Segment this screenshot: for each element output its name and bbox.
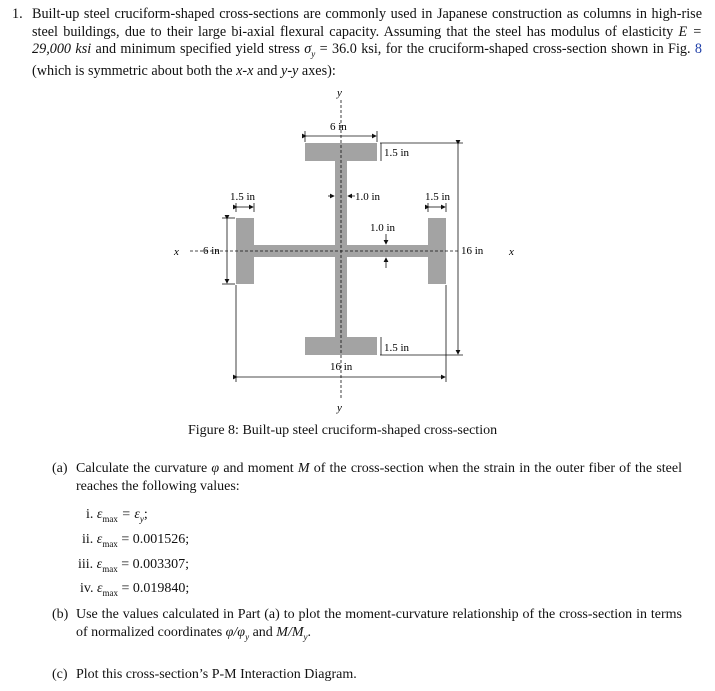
problem-text-3: , for the cruciform-shaped cross-section shown in Fig.: [377, 41, 695, 57]
figure-reference-link[interactable]: 8: [694, 41, 703, 57]
part-a-text-1: Calculate the curvature: [76, 461, 212, 476]
phi-subscript: y: [245, 631, 250, 642]
left-flange-thickness-dim: [236, 203, 254, 212]
normalized-phi: φ/φ: [225, 624, 246, 640]
max-subscript: max: [102, 563, 118, 574]
part-c: [52, 666, 682, 684]
normalized-moment: M/M: [276, 624, 304, 640]
problem-text-6: axes):: [298, 63, 336, 80]
max-subscript: max: [102, 513, 118, 524]
bottom-flange-thickness-label: 1.5 in: [384, 342, 410, 354]
problem-text-4: (which is symmetric about both the: [32, 63, 237, 80]
problem-number: 1.: [12, 6, 23, 22]
part-b-text: [76, 606, 682, 646]
max-subscript: max: [102, 587, 119, 598]
epsilon-symbol: ε: [96, 557, 103, 572]
left-flange-thickness-label: 1.5 in: [230, 191, 256, 203]
bottom-width-label: 16 in: [330, 361, 353, 373]
yield-strain-subscript: y: [139, 513, 144, 524]
item-i-value: = ε: [117, 507, 140, 522]
part-c-text: Plot this cross-section’s P-M Interaction Diagram.: [76, 667, 357, 682]
axis-x-label: x-x: [236, 63, 254, 80]
right-height-label: 16 in: [461, 245, 484, 257]
steel-section: [236, 143, 446, 355]
phi-symbol: φ: [211, 461, 220, 476]
yield-symbol: σ: [304, 41, 312, 57]
y-top-label: y: [337, 87, 342, 99]
figure-caption: Figure 8: Built-up steel cruciform-shaped cross-section: [188, 423, 498, 438]
problem-text-5: and: [253, 63, 282, 80]
epsilon-symbol: ε: [96, 507, 103, 522]
item-i: [86, 506, 148, 528]
web-thickness-label: 1.0 in: [355, 191, 381, 203]
part-b-end: .: [307, 624, 311, 640]
moment-subscript: y: [303, 631, 308, 642]
item-iii: [78, 556, 189, 578]
item-iii-value: = 0.003307;: [117, 557, 189, 572]
item-iv-label: iv.: [80, 581, 94, 596]
x-left-label: x: [174, 246, 179, 258]
item-iv-value: = 0.019840;: [118, 581, 190, 596]
axis-y-label: y-y: [281, 63, 299, 80]
left-height-dimension: [222, 218, 235, 284]
part-a-text-3: of the cross-section when the strain in the outer fiber of the steel reaches the following values:: [76, 461, 682, 494]
part-b-text-1: Use the values calculated in Part (a) to plot the moment-curvature relationship of the cross-section in terms of normalized coordinates: [76, 607, 682, 640]
item-iv: [80, 580, 189, 602]
part-a-text-2: and moment: [219, 461, 298, 476]
horizontal-web-thickness-label: 1.0 in: [370, 222, 396, 234]
part-b-and: and: [249, 624, 277, 640]
right-flange-thickness-dim: [428, 203, 446, 212]
item-ii: [82, 531, 189, 553]
yield-subscript: y: [311, 48, 316, 59]
epsilon-symbol: ε: [96, 532, 103, 547]
y-bottom-label: y: [337, 402, 342, 414]
part-a: [52, 460, 682, 495]
item-i-tail: ;: [143, 507, 148, 522]
x-right-label: x: [509, 246, 514, 258]
modulus-expression: E = 29,000 ksi: [32, 23, 702, 57]
max-subscript: max: [102, 538, 118, 549]
part-b: [52, 606, 682, 646]
left-height-label: 6 in: [203, 245, 220, 257]
epsilon-symbol: ε: [96, 581, 103, 596]
top-width-label: 6 in: [330, 121, 347, 133]
problem-text-1: Built-up steel cruciform-shaped cross-sections are commonly used in Japanese construction as columns in high-rise steel buildings, due to their large bi-axial flexural capacity. Assuming that the steel has modulus of elasticity: [32, 6, 702, 40]
part-a-label: (a): [52, 461, 68, 476]
item-i-label: i.: [86, 507, 94, 522]
part-c-label: (c): [52, 667, 68, 682]
yield-value: = 36.0 ksi: [315, 41, 378, 57]
moment-symbol: M: [297, 461, 310, 476]
part-b-label: (b): [52, 607, 69, 622]
part-a-text: [76, 460, 682, 495]
item-ii-value: = 0.001526;: [117, 532, 190, 547]
item-iii-label: iii.: [78, 557, 94, 572]
item-ii-label: ii.: [82, 532, 94, 547]
problem-text-2: and minimum specified yield stress: [91, 41, 305, 57]
top-flange-thickness-label: 1.5 in: [384, 147, 410, 159]
right-flange-thickness-label: 1.5 in: [425, 191, 451, 203]
